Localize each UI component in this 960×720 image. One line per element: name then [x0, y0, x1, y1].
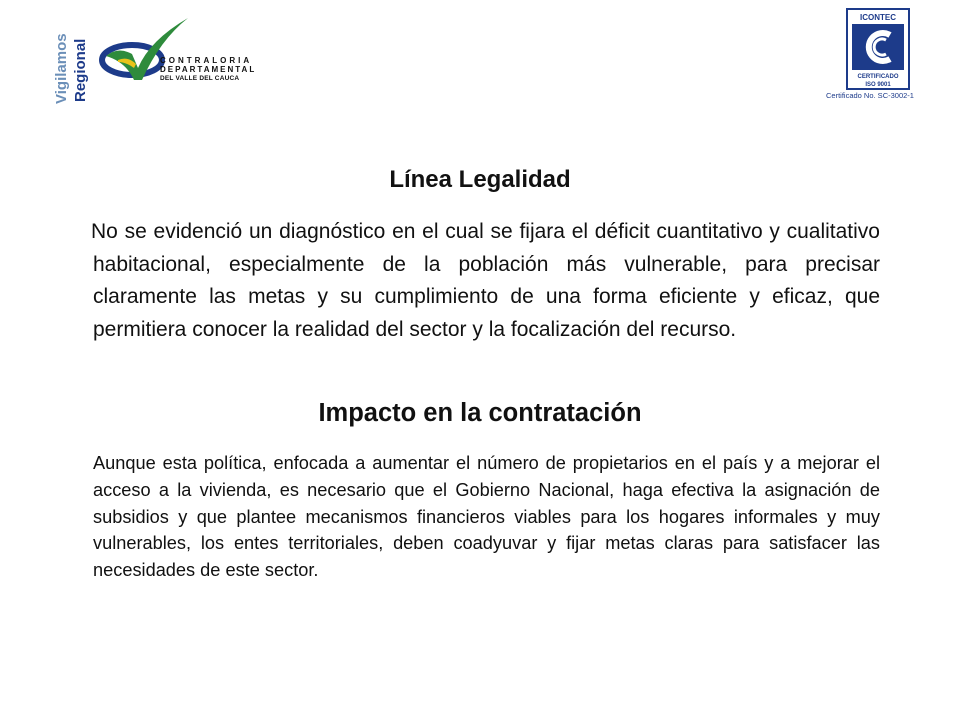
organization-name	[160, 56, 280, 83]
org-name-line3: DEL VALLE DEL CAUCA	[160, 75, 240, 82]
seal-mid-text: CERTIFICADO	[857, 74, 899, 80]
seal-bottom-text: ISO 9001	[865, 82, 891, 88]
org-name-line1: CONTRALORIA	[160, 56, 253, 65]
impact-title: Impacto en la contratación	[318, 399, 642, 427]
vigilamos-text: Vigilamos	[53, 33, 70, 104]
regional-text: Regional	[72, 38, 89, 102]
icontec-certification-seal	[846, 8, 910, 90]
line-legalidad-text: No se evidenció un diagnóstico en el cual se fijara el déficit cuantitativo y cualitativo habitacional, especialmente de la población más vulnerable, para precisar claramente las metas y su cumplimiento de una forma eficiente y eficaz, que permitiera conocer la realidad del sector y la focalización del recurso.	[91, 220, 880, 341]
org-name-line2: DEPARTAMENTAL	[160, 65, 257, 74]
seal-top-text: ICONTEC	[860, 13, 896, 22]
line-legalidad-title: Línea Legalidad	[389, 166, 571, 193]
vigilamos-regional-logo	[46, 14, 96, 106]
certificate-number: Certificado No. SC-3002-1	[826, 91, 914, 100]
impact-text: Aunque esta política, enfocada a aumentar el número de propietarios en el país y a mejorar el acceso a la vivienda, es necesario que el Gobierno Nacional, haga efectiva la asignación de subsidios y que plantee mecanismos financieros viables para los hogares informales y muy vulnerables, los entes territoriales, deben coadyuvar y fijar metas claras para satisfacer las necesidades de este sector.	[93, 453, 880, 581]
